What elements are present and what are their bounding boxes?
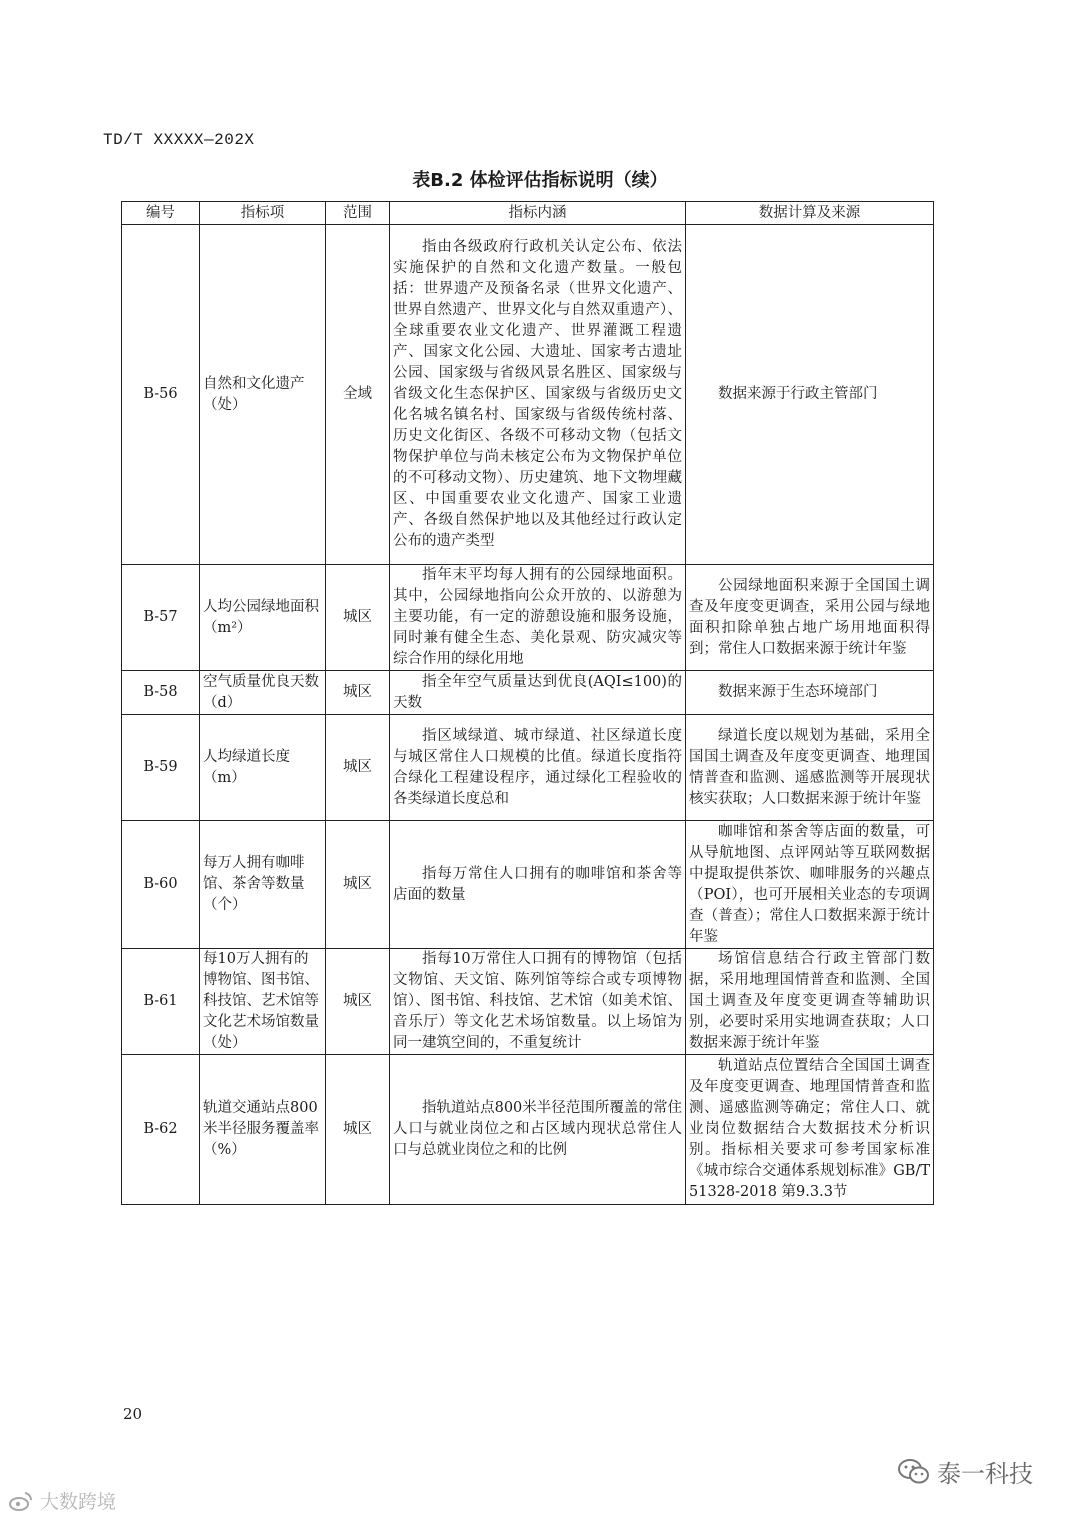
row-scope: 城区 xyxy=(326,565,390,671)
table-header-row xyxy=(122,202,934,225)
row-id: B-61 xyxy=(122,949,200,1055)
column-header: 范围 xyxy=(326,202,390,225)
row-source: 数据来源于生态环境部门 xyxy=(686,671,934,715)
row-definition: 指每万常住人口拥有的咖啡馆和茶舍等店面的数量 xyxy=(390,821,686,949)
row-scope: 城区 xyxy=(326,821,390,949)
row-indicator-name: 每万人拥有咖啡馆、茶舍等数量（个） xyxy=(200,821,326,949)
row-definition: 指每10万常住人口拥有的博物馆（包括文物馆、天文馆、陈列馆等综合或专项博物馆）、图书馆、科技馆、艺术馆（如美术馆、音乐厅）等文化艺术场馆数量。以上场馆为同一建筑空间的，不重复统计 xyxy=(390,949,686,1055)
row-id: B-60 xyxy=(122,821,200,949)
column-header: 编号 xyxy=(122,202,200,225)
table-row xyxy=(122,671,934,715)
row-source: 咖啡馆和茶舍等店面的数量，可从导航地图、点评网站等互联网数据中提取提供茶饮、咖啡服务的兴趣点（POI），也可开展相关业态的专项调查（普查）；常住人口数据来源于统计年鉴 xyxy=(686,821,934,949)
row-definition: 指年末平均每人拥有的公园绿地面积。其中，公园绿地指向公众开放的、以游憩为主要功能，有一定的游憩设施和服务设施，同时兼有健全生态、美化景观、防灾减灾等综合作用的绿化用地 xyxy=(390,565,686,671)
column-header: 指标项 xyxy=(200,202,326,225)
table-row xyxy=(122,565,934,671)
wechat-logo-icon xyxy=(897,1458,931,1486)
weibo-logo-icon xyxy=(8,1490,34,1512)
row-source: 轨道站点位置结合全国国土调查及年度变更调查、地理国情普查和监测、遥感监测等确定；常住人口、就业岗位数据结合大数据技术分析识别。指标相关要求可参考国家标准《城市综合交通体系规划标准》GB/T 51328-2018 第9.3.3节 xyxy=(686,1055,934,1205)
row-id: B-58 xyxy=(122,671,200,715)
row-definition: 指轨道站点800米半径范围所覆盖的常住人口与就业岗位之和占区域内现状总常住人口与总就业岗位之和的比例 xyxy=(390,1055,686,1205)
row-scope: 城区 xyxy=(326,715,390,821)
row-definition: 指区域绿道、城市绿道、社区绿道长度与城区常住人口规模的比值。绿道长度指符合绿化工程建设程序，通过绿化工程验收的各类绿道长度总和 xyxy=(390,715,686,821)
indicator-table xyxy=(121,201,934,1205)
document-code: TD/T XXXXX—202X xyxy=(103,131,255,149)
watermark-right-text: 泰一科技 xyxy=(937,1460,1033,1488)
table-row xyxy=(122,949,934,1055)
row-indicator-name: 轨道交通站点800米半径服务覆盖率（%） xyxy=(200,1055,326,1205)
column-header: 指标内涵 xyxy=(390,202,686,225)
row-id: B-56 xyxy=(122,225,200,565)
row-indicator-name: 人均绿道长度（m） xyxy=(200,715,326,821)
row-id: B-57 xyxy=(122,565,200,671)
table-row xyxy=(122,225,934,565)
watermark-left xyxy=(8,1487,116,1514)
table-row xyxy=(122,821,934,949)
row-scope: 全域 xyxy=(326,225,390,565)
row-indicator-name: 人均公园绿地面积（m²） xyxy=(200,565,326,671)
row-definition: 指全年空气质量达到优良(AQI≤100)的天数 xyxy=(390,671,686,715)
row-definition: 指由各级政府行政机关认定公布、依法实施保护的自然和文化遗产数量。一般包括：世界遗产及预备名录（世界文化遗产、世界自然遗产、世界文化与自然双重遗产）、全球重要农业文化遗产、世界灌溉工程遗产、国家文化公园、大遗址、国家考古遗址公园、国家级与省级风景名胜区、国家级与省级文化生态保护区、国家级与省级历史文化名城名镇名村、国家级与省级传统村落、历史文化街区、各级不可移动文物（包括文物保护单位与尚未核定公布为文物保护单位的不可移动文物）、历史建筑、地下文物埋藏区、中国重要农业文化遗产、国家工业遗产、各级自然保护地以及其他经过行政认定公布的遗产类型 xyxy=(390,225,686,565)
row-id: B-59 xyxy=(122,715,200,821)
row-source: 数据来源于行政主管部门 xyxy=(686,225,934,565)
row-source: 公园绿地面积来源于全国国土调查及年度变更调查，采用公园与绿地面积扣除单独占地广场用地面积得到；常住人口数据来源于统计年鉴 xyxy=(686,565,934,671)
watermark-right xyxy=(897,1454,1033,1489)
column-header: 数据计算及来源 xyxy=(686,202,934,225)
row-scope: 城区 xyxy=(326,671,390,715)
row-source: 绿道长度以规划为基础，采用全国国土调查及年度变更调查、地理国情普查和监测、遥感监测等开展现状核实获取；人口数据来源于统计年鉴 xyxy=(686,715,934,821)
table-title: 表B.2 体检评估指标说明（续） xyxy=(412,170,668,191)
page-number: 20 xyxy=(123,1405,143,1423)
row-id: B-62 xyxy=(122,1055,200,1205)
row-scope: 城区 xyxy=(326,949,390,1055)
row-indicator-name: 每10万人拥有的博物馆、图书馆、科技馆、艺术馆等文化艺术场馆数量（处） xyxy=(200,949,326,1055)
table-row xyxy=(122,715,934,821)
row-source: 场馆信息结合行政主管部门数据，采用地理国情普查和监测、全国国土调查及年度变更调查等辅助识别，必要时采用实地调查获取；人口数据来源于统计年鉴 xyxy=(686,949,934,1055)
row-scope: 城区 xyxy=(326,1055,390,1205)
row-indicator-name: 自然和文化遗产（处） xyxy=(200,225,326,565)
watermark-left-text: 大数跨境 xyxy=(40,1491,117,1513)
row-indicator-name: 空气质量优良天数（d） xyxy=(200,671,326,715)
table-row xyxy=(122,1055,934,1205)
